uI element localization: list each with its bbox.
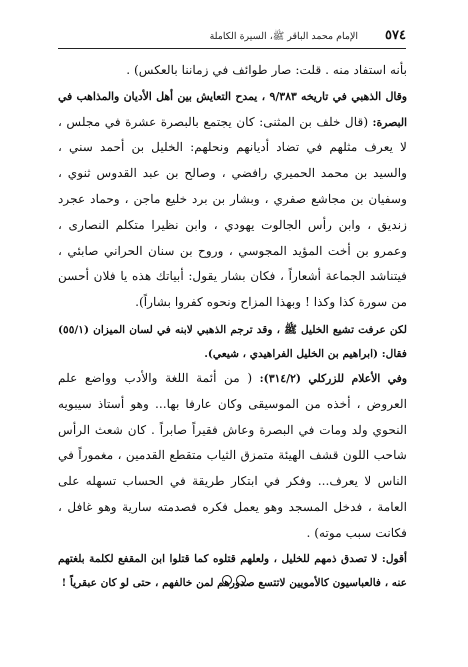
two-circle-ornament-icon — [0, 570, 468, 589]
paragraph-lead: وفي الأعلام للزركلي (٣١٤/٢): — [259, 371, 407, 385]
paragraph-text: (قال خلف بن المثنى: كان يجتمع بالبصرة عشرة في مجلس ، لا يعرف مثلهم في تضاد أديانهم ونحلهم: الخليل بن أحمد سني ، والسيد بن محمد الحميري رافضي ، وصالح بن عبد القدوس ثنوي ، وسفيان بن مجاشع صفري ، وبشار بن برد خليع ماجن ، وحماد عجرد زنديق ، وابن رأس الجالوت يهودي ، وابن نظيرا متكلم النصارى ، وعمرو بن أخت المؤيد المجوسي ، وروح بن سنان الحراني صابئي ، فيتناشد الجماعة أشعاراً ، فكان بشار يقول: أبياتك هذه يا فلان أحسن من سورة كذا وكذا ! وبهذا المزاح ونحوه كفروا بشاراً). — [58, 114, 407, 310]
paragraph-zirikli-quote — [58, 366, 407, 547]
paragraph-lead: وقال الذهبي في تاريخه ٩/٣٨٣ ، يمدح التعايش بين أهل الأديان والمذاهب في البصرة: — [58, 89, 407, 129]
circle-icon — [236, 575, 246, 585]
running-title: الإمام محمد الباقر ﷺ، السيرة الكاملة — [209, 31, 358, 42]
paragraph-continuation: بأنه استفاد منه . قلت: صار طوائف في زماننا بالعكس) . — [126, 63, 407, 77]
paragraph-text: ( من أئمة اللغة والأدب وواضع علم العروض ، أخذه من الموسيقى وكان عارفا بها... وهو أستاذ سيبويه النحوي ولد ومات في البصرة وعاش فقيراً صابراً . كان شعث الرأس شاحب اللون قشف الهيئة متمزق الثياب متقطع القدمين ، مغموراً في الناس لا يعرف... وفكر في ابتكار طريقة في الحساب تسهله على العامة ، فدخل المسجد وهو يعمل فكره فصدمته سارية وهو غافل ، فكانت سبب موته) . — [58, 370, 407, 540]
page-number: ٥٧٤ — [385, 28, 406, 43]
paragraph-dhahabi-quote — [58, 84, 407, 316]
paragraph-author-note: أقول: لا تصدق ذمهم للخليل ، ولعلهم قتلوه كما قتلوا ابن المقفع لكلمة بلغتهم عنه ، فالعباسيون كالأمويين لاتتسع صدورهم لمن خالفهم ، حتى لو كان عبقرياً ! — [58, 552, 407, 589]
paragraph-khalil-shiism: لكن عرفت تشيع الخليل ﷺ ، وقد ترجم الذهبي لابنه في لسان الميزان (٥٥/١) فقال: (ابراهيم بن الخليل الفراهيدي ، شيعي). — [58, 323, 407, 360]
page-header — [58, 26, 406, 49]
page-content — [58, 58, 407, 595]
circle-icon — [222, 575, 232, 585]
